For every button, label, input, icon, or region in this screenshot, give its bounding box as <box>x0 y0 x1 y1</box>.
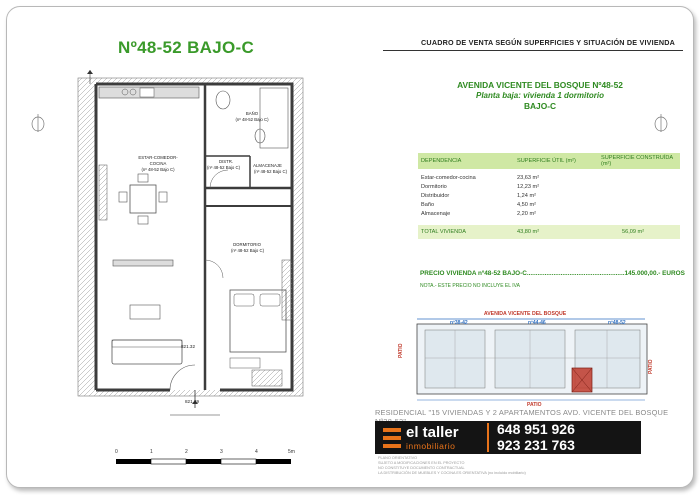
row-room: Almacenaje <box>421 211 451 218</box>
address-street: AVENIDA VICENTE DEL BOSQUE Nº48-52 <box>457 80 623 90</box>
scale-label: 5m <box>288 449 295 455</box>
table-total-row <box>418 225 680 239</box>
table-row <box>418 173 680 182</box>
site-patio-right: PATIO <box>648 359 654 374</box>
total-useful: 43,80 m² <box>514 225 598 239</box>
company-name: el taller <box>406 424 459 441</box>
floor-plan <box>20 70 350 445</box>
scale-label: 2 <box>185 449 188 455</box>
site-block-1: nº38-42 <box>450 320 468 326</box>
surface-table <box>418 153 680 239</box>
company-sub: inmobiliario <box>406 441 456 451</box>
row-room: Baño <box>421 202 435 209</box>
disclaimer-line: NO CONSTITUYE DOCUMENTO CONTRACTUAL <box>378 466 465 470</box>
label-estar-1: ESTAR-COMEDOR- <box>138 155 178 160</box>
residencial-title: RESIDENCIAL "15 VIVIENDAS Y 2 APARTAMENTOS AVD. VICENTE DEL BOSQUE <box>375 408 669 417</box>
row-useful: 2,20 m² <box>517 211 536 218</box>
address-floor: Planta baja: vivienda 1 dormitorio <box>475 91 605 100</box>
disclaimer <box>378 456 608 476</box>
company-logo <box>375 421 641 454</box>
label-bano-ref: (nº 48-52 Bajo C) <box>235 117 269 122</box>
table-header-row <box>418 153 680 169</box>
label-bano: BAÑO <box>245 111 259 116</box>
label-distr-ref: (nº 48-52 Bajo C) <box>206 165 241 170</box>
price-note: NOTA.- ESTE PRECIO NO INCLUYE EL IVA <box>420 283 520 289</box>
label-estar-2: COCINA <box>149 161 167 166</box>
total-built: 56,09 m² <box>598 225 680 239</box>
row-room: Dormitorio <box>421 183 447 190</box>
disclaimer-line: LA DISTRIBUCIÓN DE MUEBLES Y COCINA ES ORIENTATIVA (no incluido mobiliario) <box>378 471 526 475</box>
price-line: PRECIO VIVIENDA nº48-52 BAJO-C.......................................................145.000,00.- EUROS <box>420 270 685 277</box>
label-almac-ref: (nº 48-52 Bajo C) <box>253 169 288 174</box>
site-patio-bottom: PATIO <box>527 402 542 408</box>
label-dorm: DORMITORIO <box>233 242 261 247</box>
tv-unit <box>113 260 173 266</box>
table-row <box>418 191 680 200</box>
window-bottom <box>252 370 282 386</box>
site-patio-left: PATIO <box>398 343 404 358</box>
north-arrow-icon <box>30 112 46 134</box>
label-almac: ALMACENAJE <box>253 163 282 168</box>
label-distr: DISTR. <box>218 159 234 164</box>
table-row <box>418 201 680 210</box>
row-useful: 12,23 m² <box>517 183 540 190</box>
table-row <box>418 210 680 219</box>
col-header-room: DEPENDENCIA <box>418 153 514 169</box>
col-header-built: SUPERFICIE CONSTRUÍDA (m²) <box>598 153 680 169</box>
row-room: Estar-comedor-cocina <box>421 174 476 181</box>
site-street: AVENIDA VICENTE DEL BOSQUE <box>483 311 567 317</box>
site-block-2: nº44-46 <box>528 320 546 326</box>
scale-label: 0 <box>115 449 118 455</box>
row-useful: 4,50 m² <box>517 202 536 209</box>
label-dorm-ref: (nº 48-52 Bajo C) <box>230 248 265 253</box>
table-row <box>418 182 680 191</box>
row-room: Distribuidor <box>421 192 450 199</box>
header-title: CUADRO DE VENTA SEGÚN SUPERFICIES Y SITUACIÓN DE VIVIENDA <box>421 38 675 47</box>
phone-1: 648 951 926 <box>497 421 575 437</box>
page-title: Nº48-52 BAJO-C <box>118 38 255 57</box>
scale-label: 4 <box>255 449 258 455</box>
disclaimer-line: SUJETO A MODIFICACIONES EN EL PROYECTO <box>378 461 465 465</box>
row-useful: 1,24 m² <box>517 192 536 199</box>
window-left <box>99 165 107 220</box>
col-header-useful: SUPERFICIE ÚTIL (m²) <box>514 153 598 169</box>
address-unit: BAJO-C <box>523 101 557 111</box>
level-interior: 821.32 <box>180 344 196 349</box>
site-block-3: nº48-52 <box>608 320 626 326</box>
scale-label: 3 <box>220 449 223 455</box>
header-bar <box>383 34 683 51</box>
row-useful: 23,63 m² <box>517 174 540 181</box>
label-estar-ref: (nº 48-52 Bajo C) <box>141 167 175 172</box>
disclaimer-line: PLANO ORIENTATIVO <box>378 456 418 460</box>
logo-stripes-icon <box>383 428 401 448</box>
north-arrow-icon <box>653 112 669 134</box>
level-entrance: 821.29 <box>184 399 200 404</box>
phone-2: 923 231 763 <box>497 437 575 453</box>
total-label: TOTAL VIVIENDA <box>418 225 514 239</box>
scale-label: 1 <box>150 449 153 455</box>
scale-bar <box>116 457 306 467</box>
